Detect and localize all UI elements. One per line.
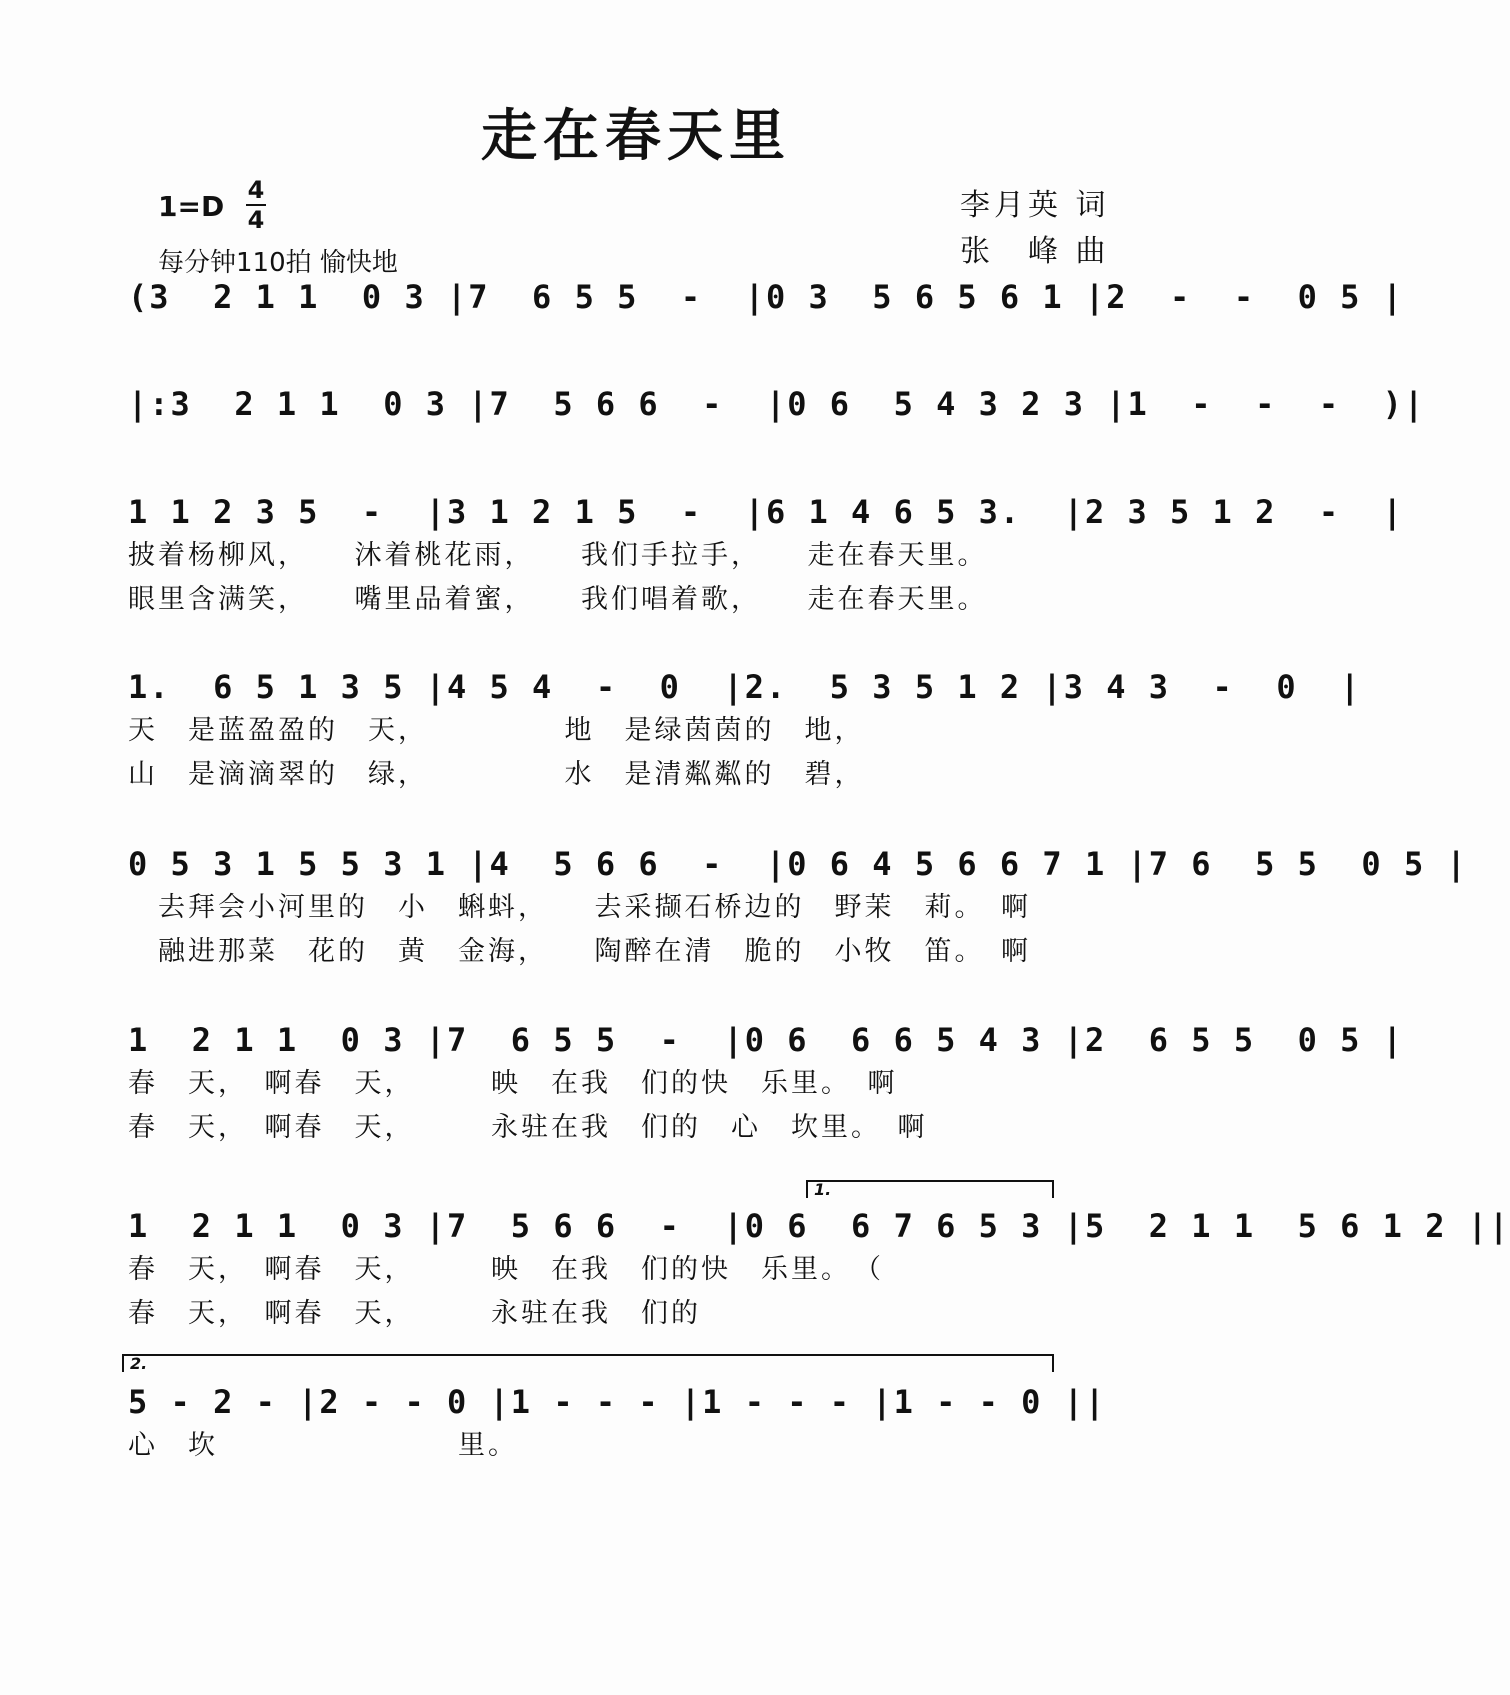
lyric-verse-1: 披着杨柳风， 沐着桃花雨， 我们手拉手， 走在春天里。 xyxy=(128,540,988,571)
score-row-3 xyxy=(128,490,1404,622)
tempo-marking: 每分钟110拍 愉快地 xyxy=(158,248,398,278)
time-signature-bottom: 4 xyxy=(247,206,265,234)
lyric-verse-1: 去拜会小河里的 小 蝌蚪， 去采撷石桥边的 野茉 莉。 啊 xyxy=(128,892,1031,923)
score-row-5 xyxy=(128,842,1468,974)
lyric-verse-2: 春 天， 啊春 天， 永驻在我 们的 xyxy=(128,1298,701,1329)
first-ending-label: 1. xyxy=(814,1180,832,1199)
score-row-2 xyxy=(128,382,1426,426)
lyric-verse-1: 春 天， 啊春 天， 映 在我 们的快 乐里。 （ xyxy=(128,1254,884,1285)
lyric-verse-1: 心 坎 里。 xyxy=(128,1430,518,1461)
notation-line: 0 5 3 1 5 5 3 1 |4 5 6 6 - |0 6 4 5 6 6 7 1 |7 6 5 5 0 5 | xyxy=(128,845,1468,883)
lyric-verse-2: 山 是滴滴翠的 绿， 水 是清粼粼的 碧， xyxy=(128,759,865,790)
song-title: 走在春天里 xyxy=(481,103,791,169)
key-signature: 1=D xyxy=(158,190,225,223)
score-row-7 xyxy=(128,1204,1510,1336)
lyric-verse-2: 眼里含满笑， 嘴里品着蜜， 我们唱着歌， 走在春天里。 xyxy=(128,584,988,615)
lyric-verse-1: 春 天， 啊春 天， 映 在我 们的快 乐里。 啊 xyxy=(128,1068,898,1099)
notation-line: 1 2 1 1 0 3 |7 6 5 5 - |0 6 6 6 5 4 3 |2 6 5 5 0 5 | xyxy=(128,1021,1404,1059)
score-row-4 xyxy=(128,665,1362,797)
composer-credit: 张 峰 曲 xyxy=(960,234,1110,269)
notation-line: 1. 6 5 1 3 5 |4 5 4 - 0 |2. 5 3 5 1 2 |3 4 3 - 0 | xyxy=(128,668,1362,706)
lyric-verse-1: 天 是蓝盈盈的 天， 地 是绿茵茵的 地， xyxy=(128,715,865,746)
notation-line: |:3 2 1 1 0 3 |7 5 6 6 - |0 6 5 4 3 2 3 |1 - - - )| xyxy=(128,385,1426,423)
first-ending-bracket xyxy=(806,1180,1054,1198)
notation-line: 5 - 2 - |2 - - 0 |1 - - - |1 - - - |1 - - 0 || xyxy=(128,1383,1107,1421)
lyricist-credit: 李月英 词 xyxy=(960,188,1110,223)
score-row-8 xyxy=(128,1380,1148,1468)
second-ending-label: 2. xyxy=(130,1354,148,1373)
time-signature xyxy=(246,178,266,232)
second-ending-bracket xyxy=(122,1354,1054,1372)
time-signature-top: 4 xyxy=(247,176,265,204)
score-row-6 xyxy=(128,1018,1404,1150)
notation-line: 1 2 1 1 0 3 |7 5 6 6 - |0 6 6 7 6 5 3 |5 2 1 1 5 6 1 2 || xyxy=(128,1207,1510,1245)
notation-line: (3 2 1 1 0 3 |7 6 5 5 - |0 3 5 6 5 6 1 |2 - - 0 5 | xyxy=(128,278,1404,316)
score-row-1 xyxy=(128,275,1404,319)
lyric-verse-2: 融进那菜 花的 黄 金海， 陶醉在清 脆的 小牧 笛。 啊 xyxy=(128,936,1031,967)
lyric-verse-2: 春 天， 啊春 天， 永驻在我 们的 心 坎里。 啊 xyxy=(128,1112,928,1143)
notation-line: 1 1 2 3 5 - |3 1 2 1 5 - |6 1 4 6 5 3. |2 3 5 1 2 - | xyxy=(128,493,1404,531)
